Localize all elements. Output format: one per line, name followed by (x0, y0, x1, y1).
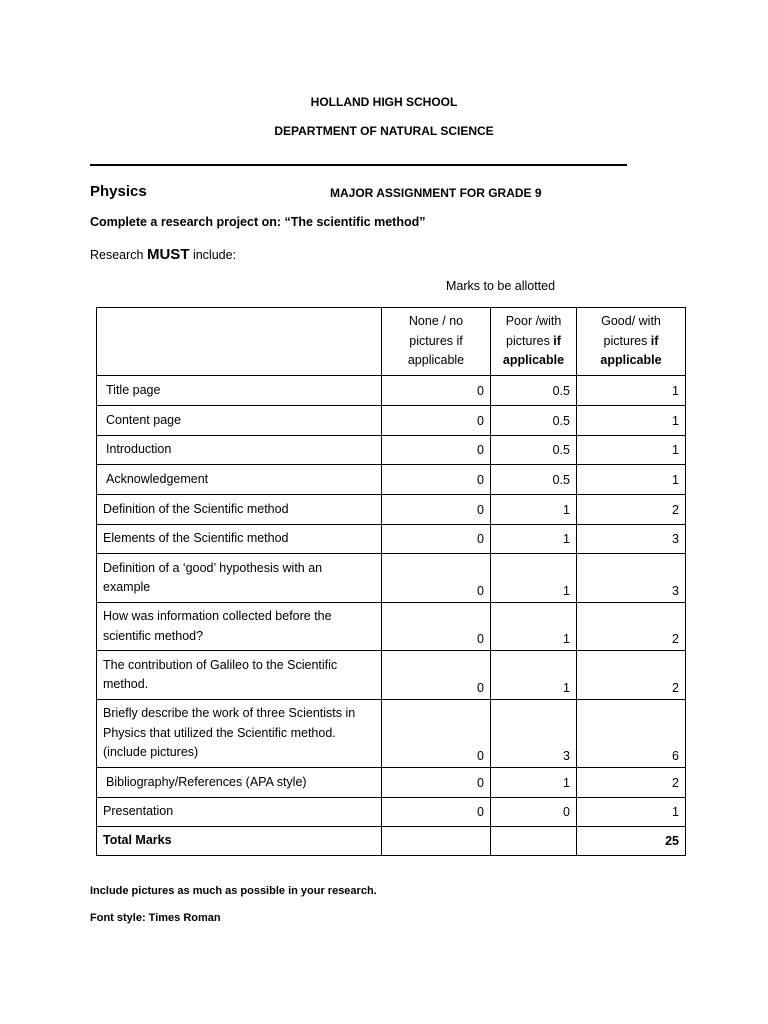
good-mark: 1 (577, 798, 686, 827)
good-mark: 2 (577, 603, 686, 651)
good-mark: 2 (577, 495, 686, 525)
poor-mark: 3 (491, 700, 577, 768)
table-row (97, 436, 686, 465)
table-row (97, 798, 686, 827)
table-row (97, 376, 686, 406)
criterion-cell: Title page (97, 376, 382, 406)
none-mark: 0 (382, 798, 491, 827)
empty-cell (382, 827, 491, 856)
good-mark: 1 (577, 465, 686, 495)
good-mark: 1 (577, 376, 686, 406)
criterion-cell: Briefly describe the work of three Scientists in Physics that utilized the Scientific method. (include pictures) (97, 700, 382, 768)
assignment-title: MAJOR ASSIGNMENT FOR GRADE 9 (330, 186, 542, 200)
good-mark: 1 (577, 436, 686, 465)
criterion-cell: Acknowledgement (97, 465, 382, 495)
none-mark: 0 (382, 768, 491, 798)
table-row (97, 554, 686, 603)
table-row (97, 406, 686, 436)
department-name: DEPARTMENT OF NATURAL SCIENCE (274, 124, 494, 138)
none-mark: 0 (382, 436, 491, 465)
table-row (97, 495, 686, 525)
good-mark: 2 (577, 768, 686, 798)
poor-mark: 0.5 (491, 436, 577, 465)
table-row (97, 651, 686, 700)
poor-mark: 1 (491, 603, 577, 651)
criterion-cell: The contribution of Galileo to the Scientific method. (97, 651, 382, 700)
research-suffix: include: (189, 248, 237, 262)
poor-mark: 1 (491, 495, 577, 525)
poor-mark: 0 (491, 798, 577, 827)
total-marks-value: 25 (577, 827, 686, 856)
none-mark: 0 (382, 465, 491, 495)
must-emphasis: MUST (146, 246, 190, 263)
poor-mark: 0.5 (491, 465, 577, 495)
criterion-cell: Definition of the Scientific method (97, 495, 382, 525)
column-header-good: Good/ with pictures if applicable (577, 308, 686, 376)
table-header-row (97, 308, 686, 376)
column-header-none: None / no pictures if applicable (382, 308, 491, 376)
table-row (97, 700, 686, 768)
marks-caption: Marks to be allotted (446, 279, 556, 293)
good-mark: 6 (577, 700, 686, 768)
criterion-header-cell (97, 308, 382, 376)
font-style-note: Font style: Times Roman (90, 912, 221, 924)
header-divider (90, 164, 627, 166)
good-mark: 1 (577, 406, 686, 436)
subject-title: Physics (90, 183, 147, 200)
criterion-cell: Definition of a ‘good’ hypothesis with an example (97, 554, 382, 603)
school-name: HOLLAND HIGH SCHOOL (310, 95, 458, 109)
poor-mark: 1 (491, 554, 577, 603)
poor-mark: 0.5 (491, 376, 577, 406)
none-mark: 0 (382, 406, 491, 436)
research-prefix: Research (90, 248, 147, 262)
criterion-cell: How was information collected before the scientific method? (97, 603, 382, 651)
criterion-cell: Bibliography/References (APA style) (97, 768, 382, 798)
good-mark: 3 (577, 525, 686, 554)
column-header-poor: Poor /with pictures if applicable (491, 308, 577, 376)
none-mark: 0 (382, 554, 491, 603)
marking-rubric-table (96, 307, 686, 856)
none-mark: 0 (382, 603, 491, 651)
total-row (97, 827, 686, 856)
project-instruction: Complete a research project on: “The scientific method” (90, 215, 426, 229)
none-mark: 0 (382, 376, 491, 406)
good-mark: 3 (577, 554, 686, 603)
research-requirement (90, 246, 236, 263)
criterion-cell: Content page (97, 406, 382, 436)
good-mark: 2 (577, 651, 686, 700)
empty-cell (491, 827, 577, 856)
poor-mark: 0.5 (491, 406, 577, 436)
none-mark: 0 (382, 525, 491, 554)
table-row (97, 768, 686, 798)
poor-mark: 1 (491, 525, 577, 554)
table-row (97, 525, 686, 554)
none-mark: 0 (382, 651, 491, 700)
table-row (97, 603, 686, 651)
total-label: Total Marks (97, 827, 382, 856)
poor-mark: 1 (491, 651, 577, 700)
none-mark: 0 (382, 495, 491, 525)
table-row (97, 465, 686, 495)
poor-mark: 1 (491, 768, 577, 798)
criterion-cell: Presentation (97, 798, 382, 827)
criterion-cell: Elements of the Scientific method (97, 525, 382, 554)
none-mark: 0 (382, 700, 491, 768)
pictures-note: Include pictures as much as possible in your research. (90, 885, 377, 897)
criterion-cell: Introduction (97, 436, 382, 465)
